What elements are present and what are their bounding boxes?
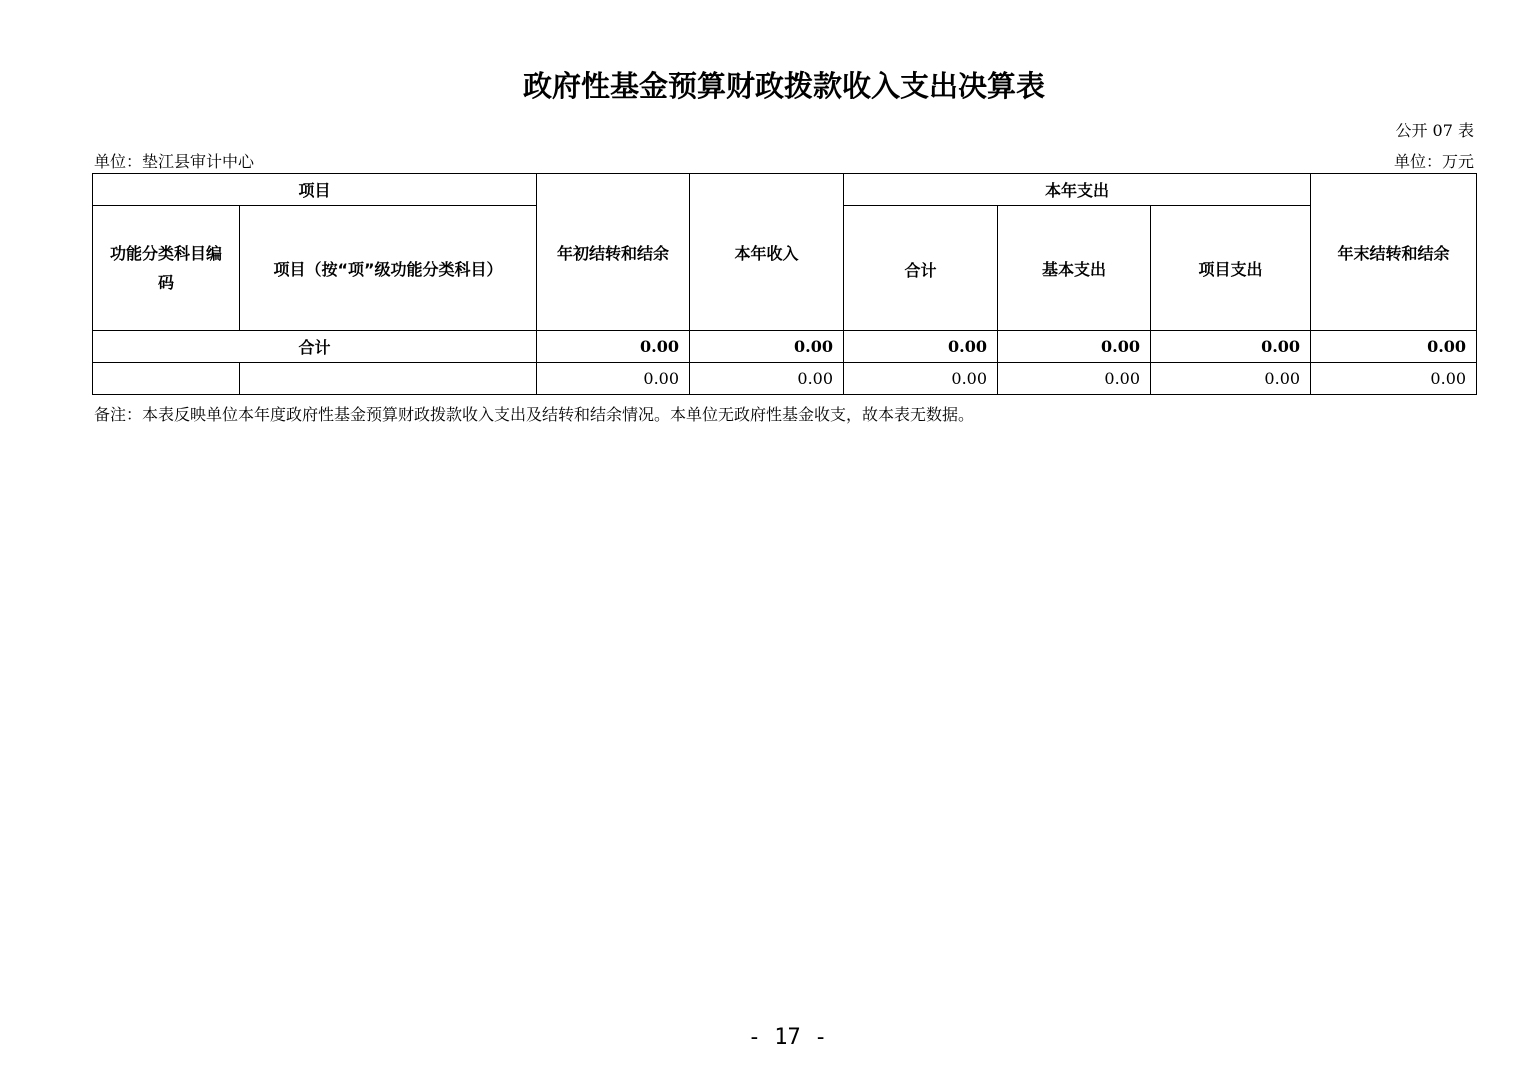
header-row-1 bbox=[93, 174, 1477, 206]
header-func-code: 功能分类科目编码 bbox=[93, 206, 240, 331]
header-project-name: 项目（按“项”级功能分类科目） bbox=[240, 206, 537, 331]
total-row bbox=[93, 331, 1477, 363]
total-expense-project: 0.00 bbox=[1151, 331, 1311, 363]
header-expense-group: 本年支出 bbox=[844, 174, 1311, 206]
table-note: 备注：本表反映单位本年度政府性基金预算财政拨款收入支出及结转和结余情况。本单位无政府性基金收支，故本表无数据。 bbox=[94, 405, 975, 424]
total-begin-balance: 0.00 bbox=[537, 331, 690, 363]
header-expense-total: 合计 bbox=[844, 206, 998, 331]
row-expense-basic: 0.00 bbox=[998, 363, 1151, 395]
row-func-code bbox=[93, 363, 240, 395]
total-expense-total: 0.00 bbox=[844, 331, 998, 363]
unit-currency: 单位：万元 bbox=[1393, 152, 1474, 171]
budget-table bbox=[92, 173, 1477, 395]
row-project-name bbox=[240, 363, 537, 395]
row-expense-project: 0.00 bbox=[1151, 363, 1311, 395]
header-expense-project: 项目支出 bbox=[1151, 206, 1311, 331]
header-begin-balance: 年初结转和结余 bbox=[537, 174, 690, 331]
total-expense-basic: 0.00 bbox=[998, 331, 1151, 363]
page-title: 政府性基金预算财政拨款收入支出决算表 bbox=[522, 69, 1045, 103]
form-number: 公开 07 表 bbox=[1395, 121, 1474, 140]
row-income: 0.00 bbox=[690, 363, 844, 395]
total-end-balance: 0.00 bbox=[1311, 331, 1477, 363]
total-income: 0.00 bbox=[690, 331, 844, 363]
row-end-balance: 0.00 bbox=[1311, 363, 1477, 395]
page-number: - 17 - bbox=[747, 1025, 828, 1050]
header-end-balance: 年末结转和结余 bbox=[1311, 174, 1477, 331]
header-expense-basic: 基本支出 bbox=[998, 206, 1151, 331]
row-expense-total: 0.00 bbox=[844, 363, 998, 395]
unit-organization: 单位：垫江县审计中心 bbox=[94, 152, 255, 171]
table-row bbox=[93, 363, 1477, 395]
total-label: 合计 bbox=[93, 331, 537, 363]
header-income: 本年收入 bbox=[690, 174, 844, 331]
header-project-group: 项目 bbox=[93, 174, 537, 206]
row-begin-balance: 0.00 bbox=[537, 363, 690, 395]
